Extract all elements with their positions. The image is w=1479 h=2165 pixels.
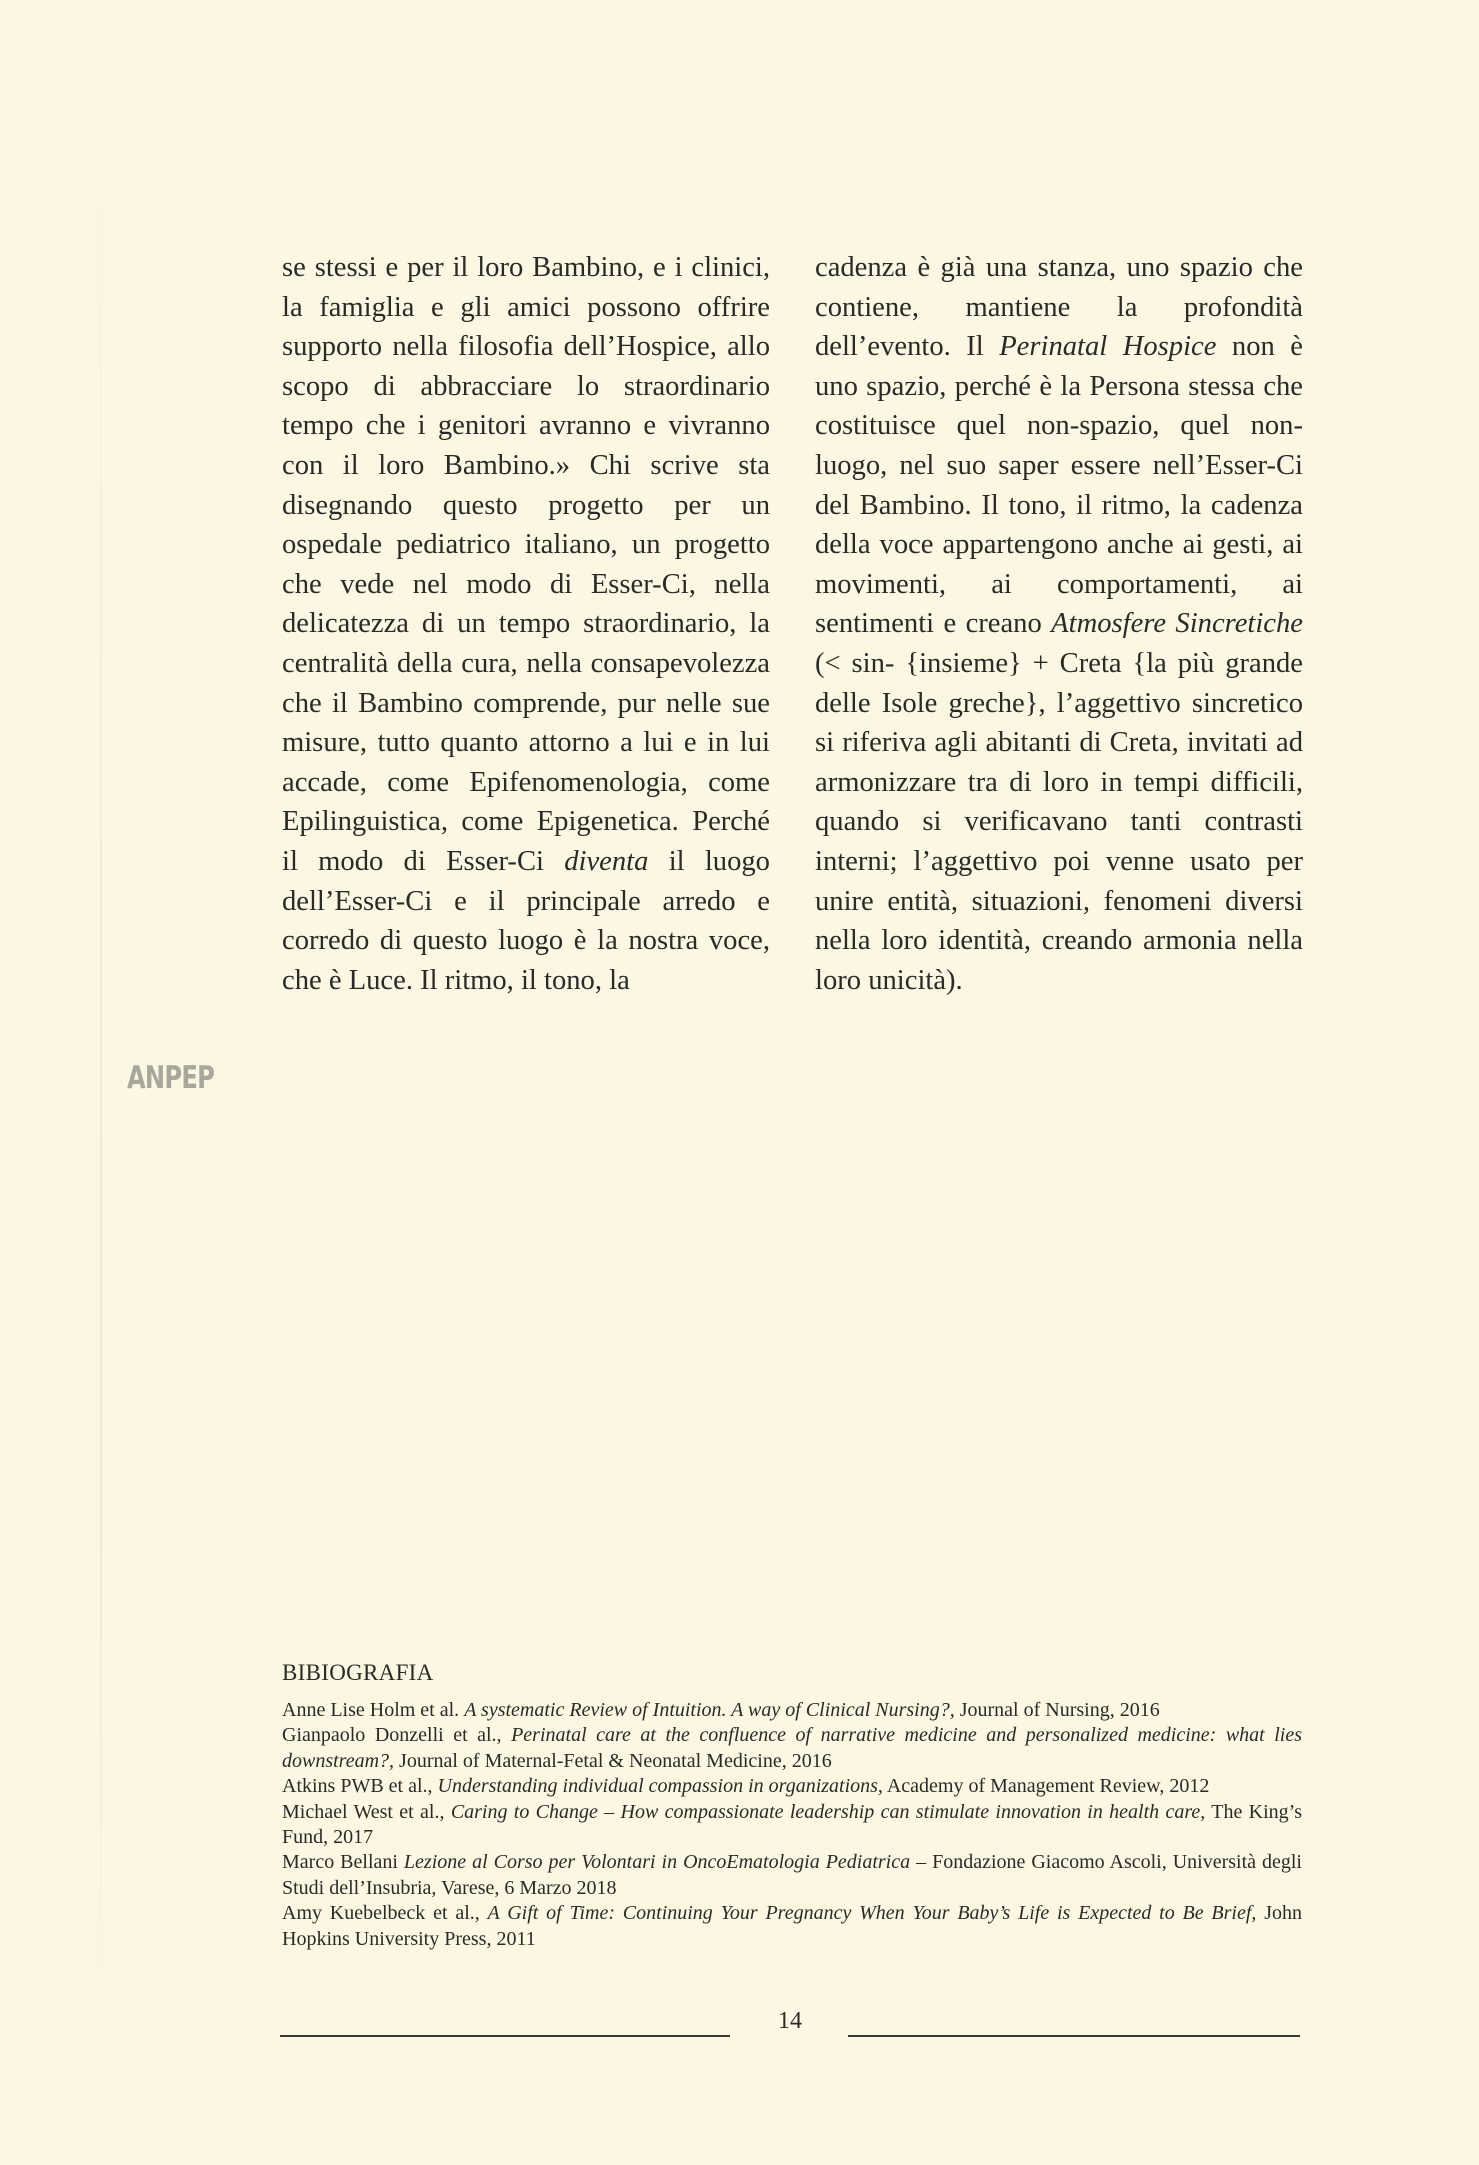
italic-text-run: A systematic Review of Intuition. A way of Clinical Nursing?, (464, 1699, 955, 1721)
italic-text-run: A Gift of Time: Continuing Your Pregnancy When Your Baby’s Life is Expected to Be Brief, (487, 1902, 1257, 1925)
italic-text-run: Lezione al Corso per Volontari in OncoEmatologia Pediatrica (403, 1851, 911, 1874)
footer-rule-left (280, 2035, 730, 2037)
body-paragraph-right (815, 248, 1303, 1000)
text-run: Journal of Nursing, 2016 (954, 1699, 1160, 1721)
bibliography-entry (282, 1901, 1302, 1952)
text-run: The King’s Fund, 2017 (282, 1800, 1302, 1849)
italic-text-run: Perinatal Hospice (999, 331, 1217, 363)
body-column-right (815, 248, 1303, 1000)
bibliography-entry (282, 1774, 1302, 1799)
text-run: il luogo dell’Esser-Ci e il principale arredo e corredo di questo luogo è la nostra voce, che è Luce. Il ritmo, il tono, la (282, 845, 770, 996)
body-column-left (282, 248, 770, 1000)
text-run: Academy of Management Review, 2012 (882, 1775, 1210, 1798)
bibliography-heading: BIBIOGRAFIA (282, 1660, 434, 1685)
italic-text-run: diventa (564, 845, 649, 877)
text-run: Marco Bellani (282, 1851, 404, 1874)
text-run: – Fondazione Giacomo Ascoli, Università degli Studi dell’Insubria, Varese, 6 Marzo 2018 (282, 1851, 1302, 1899)
page-number: 14 (778, 2008, 802, 2034)
bibliography-entry (282, 1850, 1302, 1901)
page-edge-shadow (100, 0, 102, 2080)
text-run: (< sin- {insieme} + Creta {la più grande delle Isole greche}, l’aggettivo sincretico si riferiva agli abitanti di Creta, invitati ad armonizzare tra di loro in tempi difficili, quando si verificavano tanti contrasti interni; l’aggettivo poi venne usato per unire entità, situazioni, fenomeni diversi nella loro identità, creando armonia nella loro unicità). (815, 647, 1303, 996)
bibliography-entry (282, 1698, 1302, 1723)
bibliography-entry (282, 1800, 1302, 1851)
bibliography-list (282, 1698, 1302, 1952)
text-run: John Hopkins University Press, 2011 (282, 1902, 1302, 1950)
italic-text-run: Caring to Change – How compassionate leadership can stimulate innovation in health care, (450, 1800, 1206, 1823)
text-run: cadenza è già una stanza, uno spazio che contiene, mantiene la profondità dell’evento. Il (815, 252, 1303, 363)
italic-text-run: Atmosfere Sincretiche (1051, 608, 1303, 640)
text-run: Michael West et al., (282, 1800, 451, 1823)
body-paragraph-left (282, 248, 770, 1000)
text-run: Atkins PWB et al., (282, 1775, 438, 1798)
text-run: Anne Lise Holm et al. (282, 1699, 465, 1721)
text-run: Gianpaolo Donzelli et al., (282, 1724, 512, 1747)
bibliography-entry (282, 1723, 1302, 1774)
footer-rule-right (848, 2035, 1300, 2037)
anpep-logo: ANPEP (127, 1060, 215, 1096)
text-run: Journal of Maternal-Fetal & Neonatal Medicine, 2016 (394, 1749, 832, 1772)
italic-text-run: Understanding individual compassion in organizations, (437, 1775, 883, 1798)
text-run: non è uno spazio, perché è la Persona stessa che costituisce quel non-spazio, quel non-luogo, nel suo saper essere nell’Esser-Ci del Bambino. Il tono, il ritmo, la cadenza della voce appartengono anche ai gesti, ai movimenti, ai comportamenti, ai sentimenti e creano (815, 331, 1303, 640)
italic-text-run: Perinatal care at the confluence of narrative medicine and personalized medicine: what lies downstream?, (282, 1724, 1303, 1772)
text-run: se stessi e per il loro Bambino, e i clinici, la famiglia e gli amici possono offrire supporto nella filosofia dell’Hospice, allo scopo di abbracciare lo straordinario tempo che i genitori avranno e vivranno con il loro Bambino.» Chi scrive sta disegnando questo progetto per un ospedale pediatrico italiano, un progetto che vede nel modo di Esser-Ci, nella delicatezza di un tempo straordinario, la centralità della cura, nella consapevolezza che il Bambino comprende, pur nelle sue misure, tutto quanto attorno a lui e in lui accade, come Epifenomenologia, come Epilinguistica, come Epigenetica. Perché il modo di Esser-Ci (282, 252, 770, 877)
text-run: Amy Kuebelbeck et al., (282, 1902, 488, 1925)
